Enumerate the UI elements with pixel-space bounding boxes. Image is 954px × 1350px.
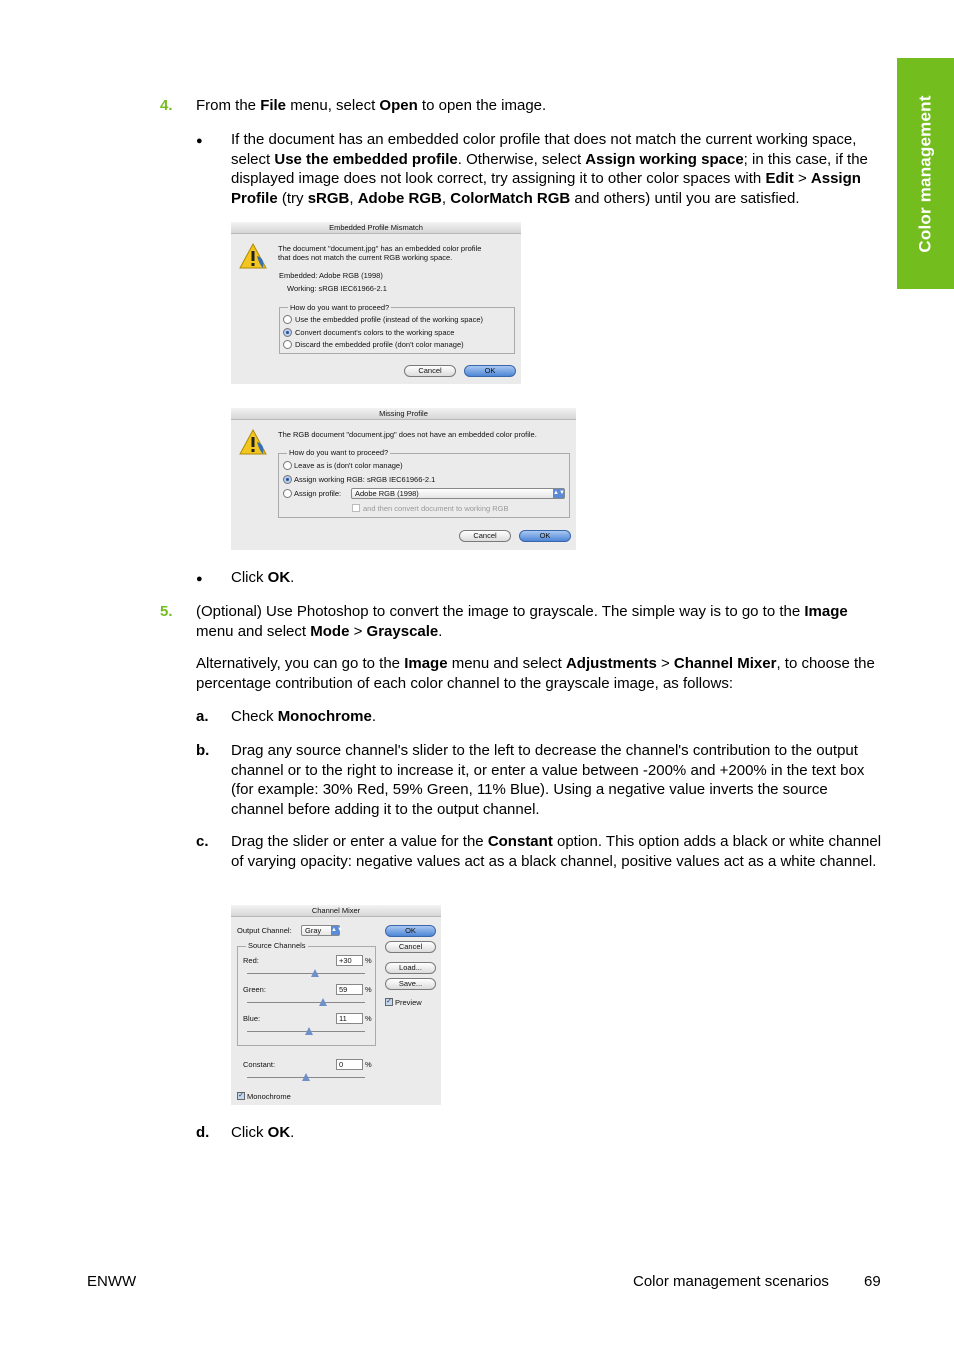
option-label: Leave as is (don't color manage) (294, 461, 403, 470)
step-4-text: From the File menu, select Open to open the image. (196, 97, 547, 114)
percent-label: % (365, 985, 372, 994)
blue-label: Blue: (243, 1014, 261, 1023)
load-button[interactable]: Load... (385, 962, 436, 974)
footer-section-title: Color management scenarios (633, 1273, 829, 1290)
blue-input[interactable]: 11 (336, 1013, 363, 1024)
bullet-icon: ● (196, 573, 203, 585)
green-input[interactable]: 59 (336, 984, 363, 995)
group-label: How do you want to proceed? (290, 303, 390, 312)
warning-icon (239, 242, 267, 270)
embedded-profile-label: Embedded: Adobe RGB (1998) (279, 271, 383, 280)
substep-letter: d. (196, 1124, 210, 1141)
cancel-button[interactable]: Cancel (404, 365, 456, 377)
message-line-1: The document "document.jpg" has an embedded color profile (278, 244, 482, 253)
dialog-title: Missing Profile (231, 408, 576, 420)
output-channel-select[interactable] (301, 925, 343, 936)
option-label: Discard the embedded profile (don't color manage) (295, 340, 464, 349)
warning-icon (239, 428, 267, 456)
green-slider-track[interactable] (247, 1002, 365, 1003)
dialog-title: Embedded Profile Mismatch (231, 222, 521, 234)
channel-mixer-dialog (231, 905, 441, 1105)
bullet-paragraph: Click OK. (231, 569, 295, 586)
group-label: How do you want to proceed? (289, 448, 389, 457)
substep-letter: b. (196, 742, 210, 759)
save-button[interactable]: Save... (385, 978, 436, 990)
substep-text: Click OK. (231, 1124, 295, 1141)
constant-label: Constant: (243, 1060, 276, 1069)
use-embedded-radio[interactable] (283, 315, 292, 324)
bullet-paragraph: If the document has an embedded color profile that does not match the current working space, select Use the embedded profile. Otherwise, select Assign working space; in this case, if the displayed image does not look correct, try assigning it to other color spaces with Edit > Assign Profile (try sRGB, Adobe RGB, ColorMatch RGB and others) until you are satisfied. (231, 131, 868, 207)
output-channel-label: Output Channel: (237, 926, 292, 935)
side-tab-label: Color management (915, 95, 935, 253)
substep-letter: c. (196, 833, 209, 850)
monochrome-checkbox[interactable]: ✓ (238, 1092, 244, 1099)
step-number: 4. (160, 97, 173, 114)
constant-input[interactable]: 0 (336, 1059, 363, 1070)
green-slider-thumb[interactable] (319, 998, 327, 1006)
leave-as-is-radio[interactable] (283, 461, 292, 470)
preview-label: Preview (395, 998, 422, 1007)
option-label: Assign profile: (294, 489, 342, 498)
group-label: Source Channels (248, 941, 306, 950)
message-text: The RGB document "document.jpg" does not have an embedded color profile. (278, 430, 537, 439)
percent-label: % (365, 1014, 372, 1023)
assign-profile-radio[interactable] (283, 489, 292, 498)
working-profile-label: Working: sRGB IEC61966-2.1 (287, 284, 387, 293)
profile-select[interactable] (351, 488, 565, 499)
red-label: Red: (243, 956, 259, 965)
ok-button[interactable]: OK (464, 365, 516, 377)
option-label: Convert document's colors to the working space (295, 328, 455, 337)
substep-text: Drag the slider or enter a value for the Constant option. This option adds a black or white channel of varying opacity: negative values act as a black channel, positive values act as a white channel. (231, 833, 882, 870)
red-slider-thumb[interactable] (311, 969, 319, 977)
cancel-button[interactable]: Cancel (459, 530, 511, 542)
monochrome-label: Monochrome (247, 1092, 291, 1101)
section-side-tab (897, 58, 954, 289)
blue-slider-thumb[interactable] (305, 1027, 313, 1035)
missing-profile-dialog (231, 408, 576, 550)
red-slider-track[interactable] (247, 973, 365, 974)
convert-colors-radio[interactable] (283, 328, 292, 337)
green-label: Green: (243, 985, 266, 994)
percent-label: % (365, 1060, 372, 1069)
page-number: 69 (864, 1273, 881, 1290)
discard-profile-radio[interactable] (283, 340, 292, 349)
footer-left: ENWW (87, 1273, 137, 1290)
substep-letter: a. (196, 708, 209, 725)
alternative-paragraph: Alternatively, you can go to the Image menu and select Adjustments > Channel Mixer, to choose the percentage contribution of each color channel to the grayscale image, as follows: (196, 655, 875, 692)
preview-checkbox[interactable]: ✓ (386, 998, 392, 1005)
cancel-button[interactable]: Cancel (385, 941, 436, 953)
embedded-profile-mismatch-dialog (231, 222, 521, 384)
bullet-icon: ● (196, 135, 203, 147)
ok-button[interactable]: OK (519, 530, 571, 542)
ok-button[interactable]: OK (385, 925, 436, 937)
step-number: 5. (160, 603, 173, 620)
convert-checkbox[interactable] (352, 504, 360, 512)
output-channel-value: Gray (305, 926, 322, 935)
constant-slider-thumb[interactable] (302, 1073, 310, 1081)
chevron-updown-icon: ▲▼ (331, 927, 343, 933)
chevron-updown-icon: ▲▼ (553, 490, 565, 496)
profile-select-value: Adobe RGB (1998) (355, 489, 419, 498)
red-input[interactable]: +30 (336, 955, 363, 966)
percent-label: % (365, 956, 372, 965)
substep-text: Check Monochrome. (231, 708, 377, 725)
step-5-text: (Optional) Use Photoshop to convert the image to grayscale. The simple way is to go to the Image menu and select Mode > Grayscale. (196, 603, 848, 640)
message-line-2: that does not match the current RGB working space. (278, 253, 453, 262)
substep-text: Drag any source channel's slider to the left to decrease the channel's contribution to the output channel or to the right to increase it, or enter a value between -200% and +200% in the text box (for example: 30% Red, 59% Green, 11% Blue). Using a negative value inverts the source channel before adding it to the output channel. (231, 742, 865, 818)
dialog-title: Channel Mixer (231, 905, 441, 917)
convert-label: and then convert document to working RGB (363, 504, 509, 513)
option-label: Use the embedded profile (instead of the working space) (295, 315, 484, 324)
assign-working-rgb-radio[interactable] (283, 475, 292, 484)
option-label: Assign working RGB: sRGB IEC61966-2.1 (294, 475, 436, 484)
